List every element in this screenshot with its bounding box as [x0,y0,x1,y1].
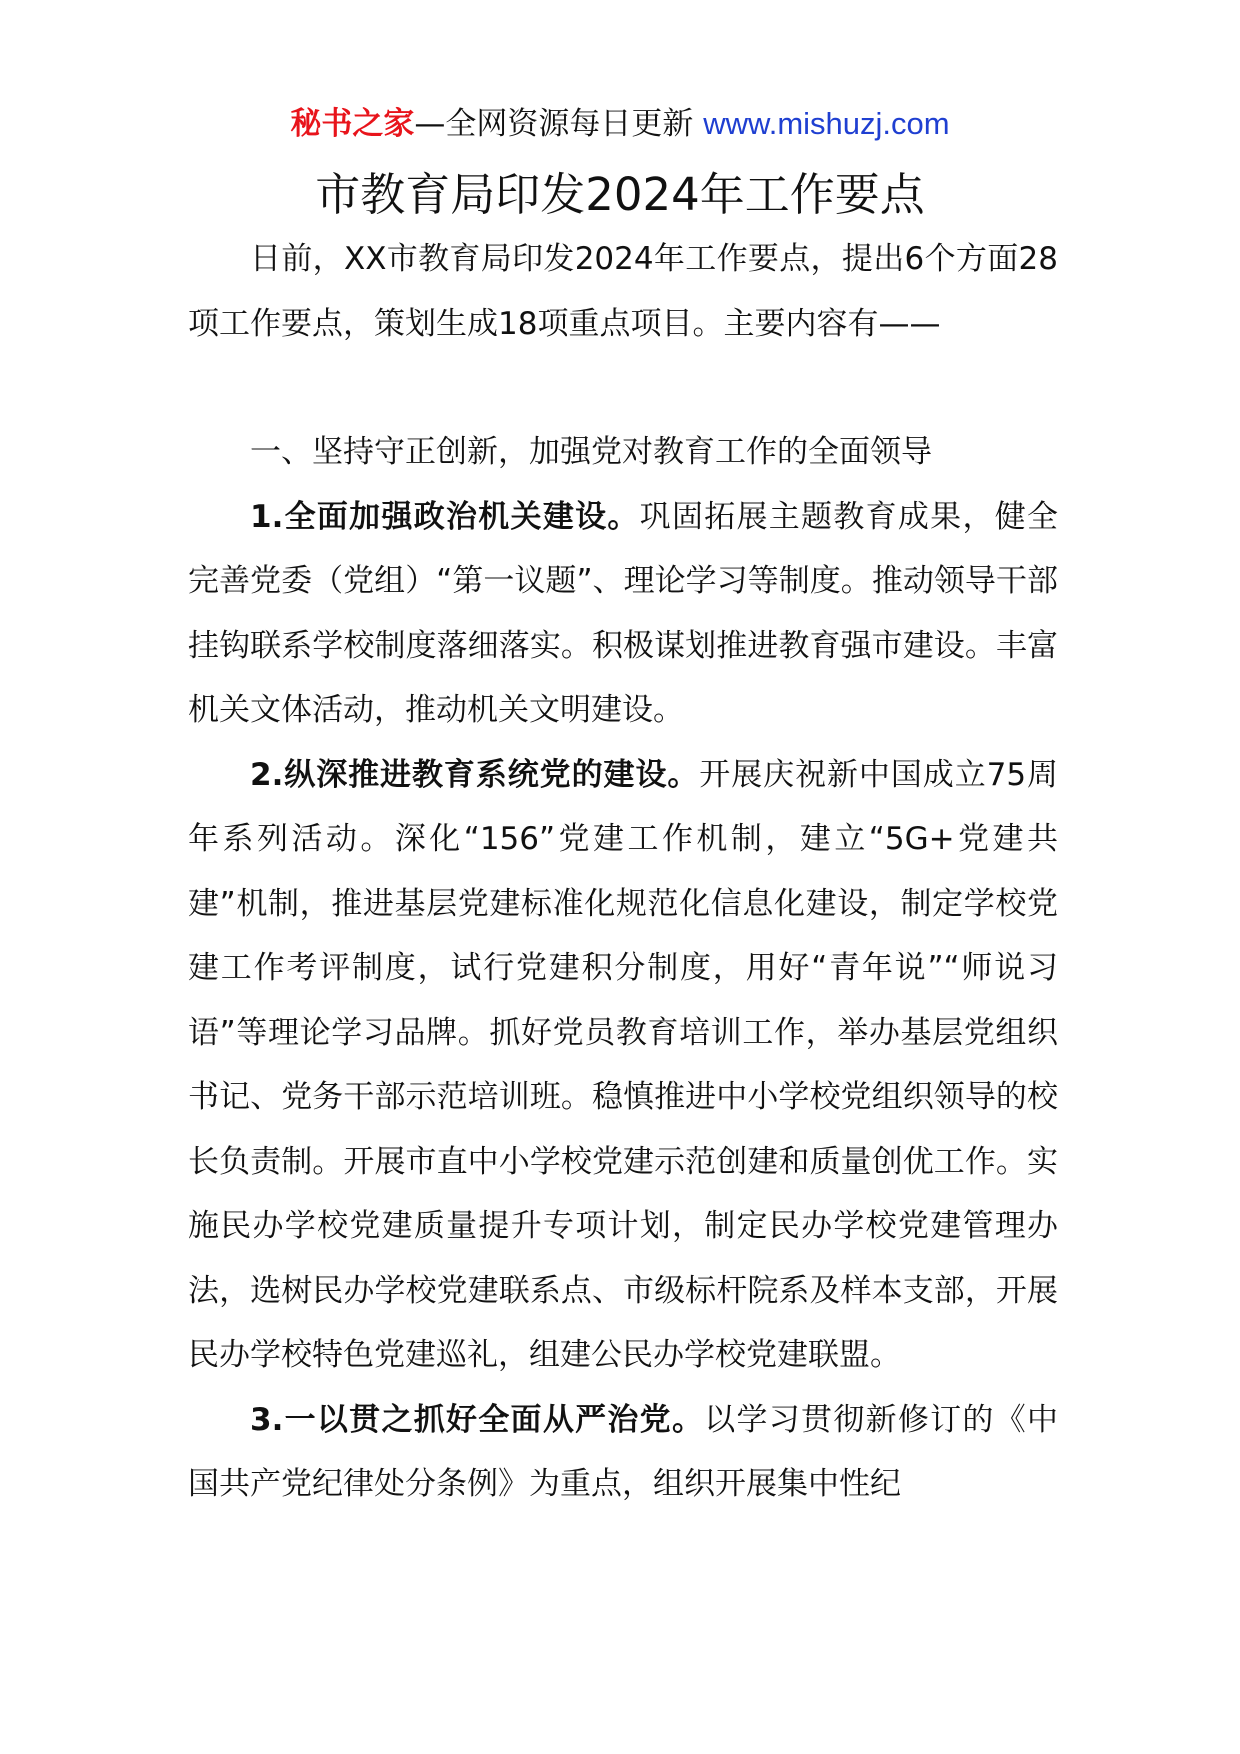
item-text: 开展庆祝新中国成立75周年系列活动。深化“156”党建工作机制，建立“5G+党建共建”机制，推进基层党建标准化规范化信息化建设，制定学校党建工作考评制度，试行党建积分制度，用好“青年说”“师说习语”等理论学习品牌。抓好党员教育培训工作，举办基层党组织书记、党务干部示范培训班。稳慎推进中小学校党组织领导的校长负责制。开展市直中小学校党建示范创建和质量创优工作。实施民办学校党建质量提升专项计划，制定民办学校党建管理办法，选树民办学校党建联系点、市级标杆院系及样本支部，开展民办学校特色党建巡礼，组建公民办学校党建联盟。 [188,756,1058,1373]
site-url-link[interactable]: www.mishuzj.com [703,106,950,141]
section-heading: 一、坚持守正创新，加强党对教育工作的全面领导 [250,434,932,470]
item-lead: 1.全面加强政治机关建设。 [250,498,640,535]
item-paragraph-3 [188,1388,1058,1517]
item-paragraph-2 [188,743,1058,1388]
header-slogan: —全网资源每日更新 [414,106,704,142]
item-text: 巩固拓展主题教育成果，健全完善党委（党组）“第一议题”、理论学习等制度。推动领导干部挂钩联系学校制度落细落实。积极谋划推进教育强市建设。丰富机关文体活动，推动机关文明建设。 [188,498,1058,728]
item-text: 以学习贯彻新修订的《中国共产党纪律处分条例》为重点，组织开展集中性纪 [188,1401,1058,1502]
item-lead: 3.一以贯之抓好全面从严治党。 [250,1401,705,1438]
item-lead: 2.纵深推进教育系统党的建设。 [250,756,700,793]
brand-name: 秘书之家 [290,106,415,142]
item-paragraph-1 [188,485,1058,743]
document-body [188,227,1058,1517]
document-title: 市教育局印发2024年工作要点 [315,168,925,221]
intro-paragraph: 日前，XX市教育局印发2024年工作要点，提出6个方面28项工作要点，策划生成18项重点项目。主要内容有—— [188,241,1058,342]
site-header [0,100,1240,148]
paragraph-spacer [188,356,1058,420]
